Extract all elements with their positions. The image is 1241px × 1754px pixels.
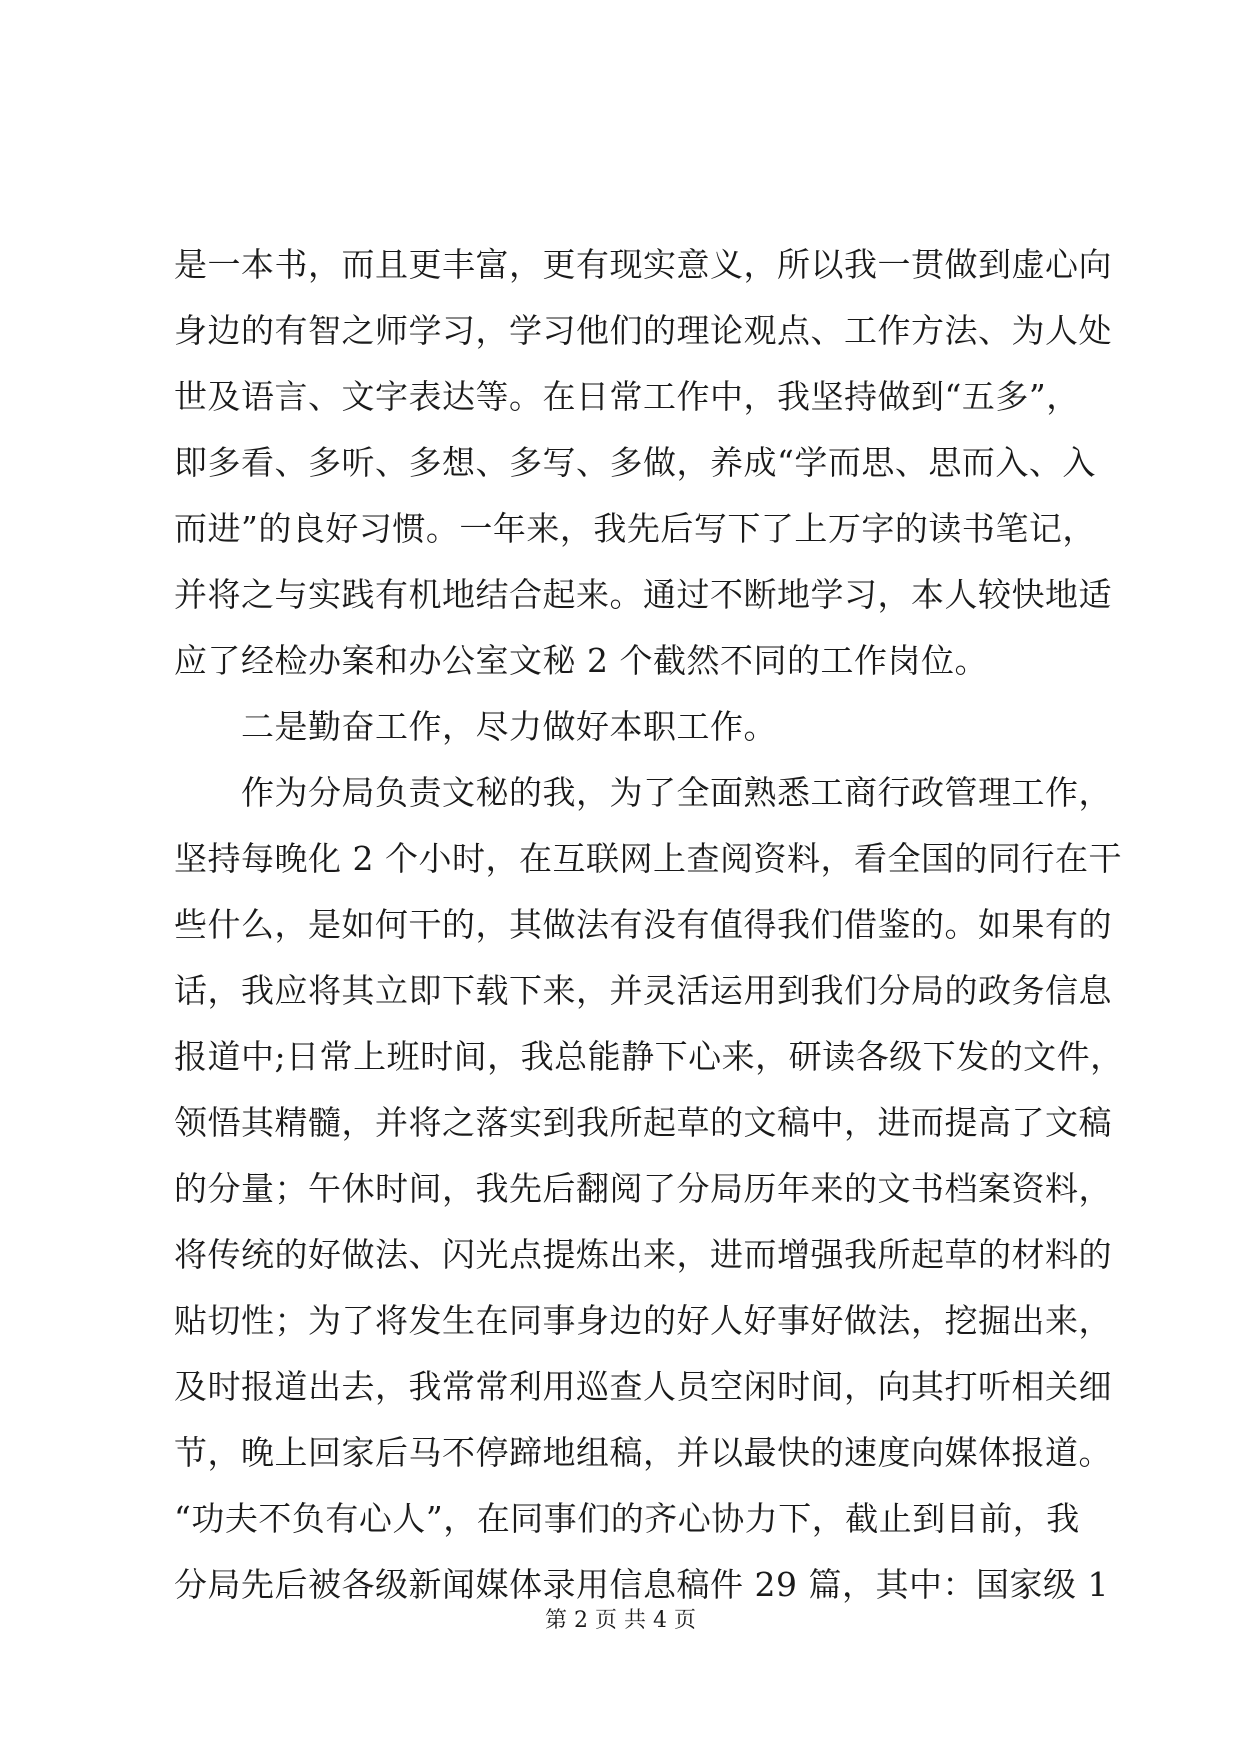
- text-line: 的分量；午休时间，我先后翻阅了分局历年来的文书档案资料，: [174, 1169, 1112, 1208]
- page-number-footer: 第 2 页 共 4 页: [545, 1608, 696, 1633]
- text-line: 些什么，是如何干的，其做法有没有值得我们借鉴的。如果有的: [174, 905, 1112, 944]
- text-line: 应了经检办案和办公室文秘 2 个截然不同的工作岗位。: [174, 641, 988, 680]
- document-body: [174, 232, 1124, 1618]
- section-heading-line: 二是勤奋工作，尽力做好本职工作。: [174, 707, 777, 746]
- text-line: 领悟其精髓，并将之落实到我所起草的文稿中，进而提高了文稿: [174, 1103, 1112, 1142]
- text-line: 报道中;日常上班时间，我总能静下心来，研读各级下发的文件，: [174, 1037, 1124, 1076]
- text-line: 及时报道出去，我常常利用巡查人员空闲时间，向其打听相关细: [174, 1367, 1112, 1406]
- text-line: 并将之与实践有机地结合起来。通过不断地学习，本人较快地适: [174, 575, 1112, 614]
- text-line: 世及语言、文字表达等。在日常工作中，我坚持做到“五多”，: [174, 377, 1080, 416]
- text-line: 话，我应将其立即下载下来，并灵活运用到我们分局的政务信息: [174, 971, 1112, 1010]
- text-line: 节，晚上回家后马不停蹄地组稿，并以最快的速度向媒体报道。: [174, 1433, 1112, 1472]
- text-line: 将传统的好做法、闪光点提炼出来，进而增强我所起草的材料的: [174, 1235, 1112, 1274]
- text-line: 贴切性；为了将发生在同事身边的好人好事好做法，挖掘出来，: [174, 1301, 1112, 1340]
- text-line: 即多看、多听、多想、多写、多做，养成“学而思、思而入、入: [174, 443, 1096, 482]
- text-line: 分局先后被各级新闻媒体录用信息稿件 29 篇，其中：国家级 1: [174, 1565, 1109, 1604]
- text-line: 作为分局负责文秘的我，为了全面熟悉工商行政管理工作，: [174, 773, 1112, 812]
- text-line: “功夫不负有心人”，在同事们的齐心协力下，截止到目前，我: [174, 1499, 1080, 1538]
- text-line: 而进”的良好习惯。一年来，我先后写下了上万字的读书笔记，: [174, 509, 1096, 548]
- text-line: 是一本书，而且更丰富，更有现实意义，所以我一贯做到虚心向: [174, 245, 1112, 284]
- text-line: 坚持每晚化 2 个小时，在互联网上查阅资料，看全国的同行在干: [174, 839, 1122, 878]
- text-line: 身边的有智之师学习，学习他们的理论观点、工作方法、为人处: [174, 311, 1112, 350]
